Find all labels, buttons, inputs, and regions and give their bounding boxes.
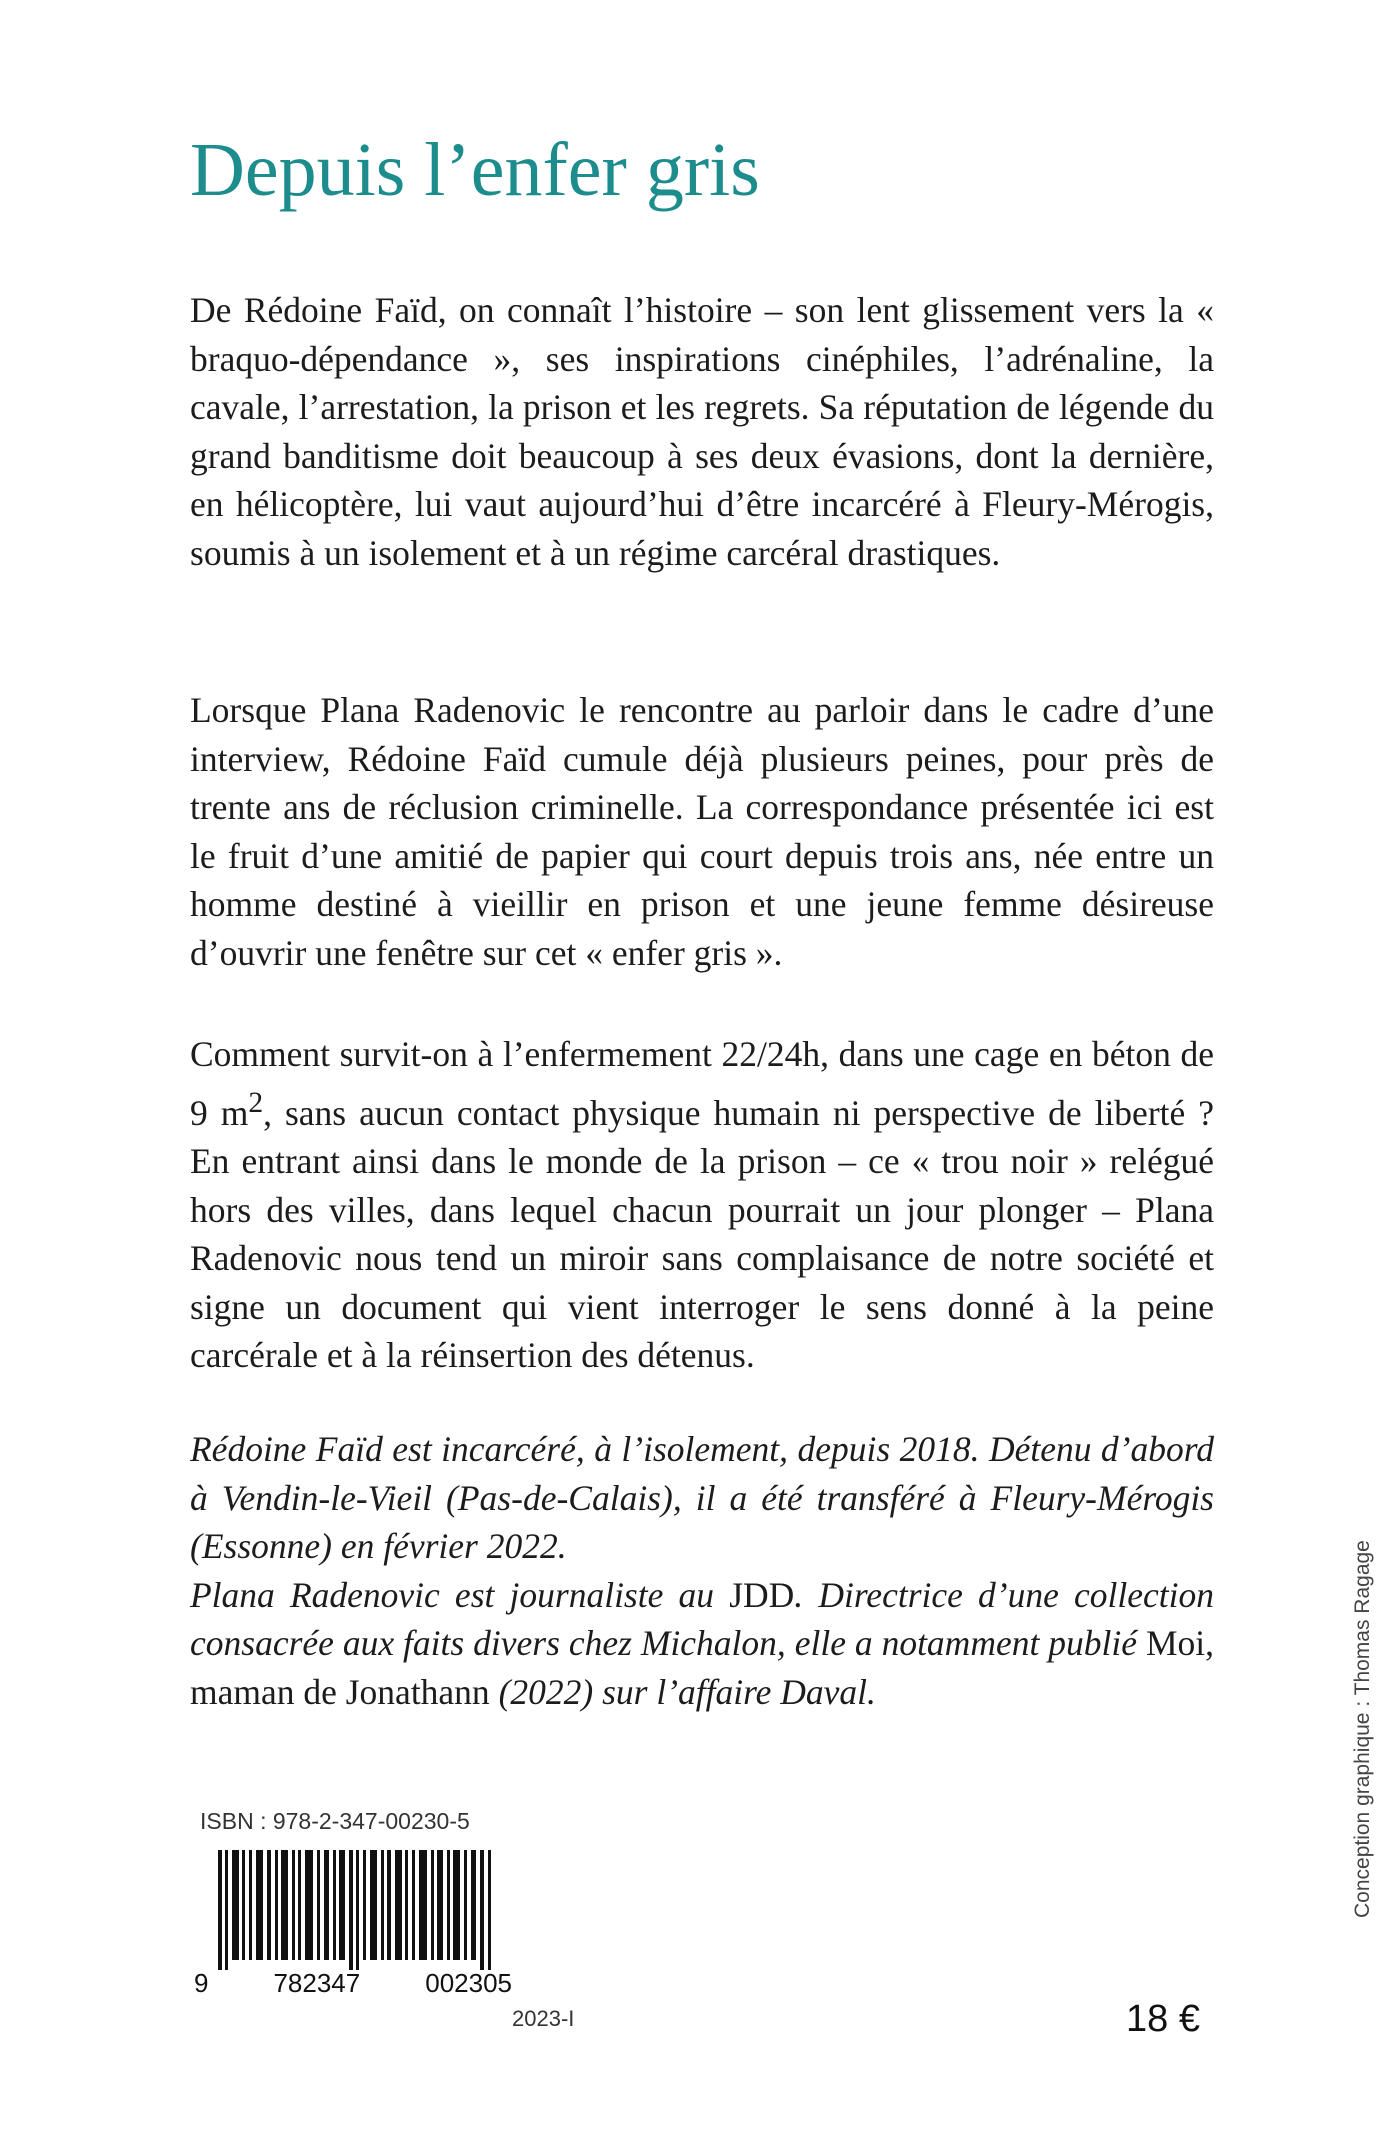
book-title: Depuis l’enfer gris [190,128,760,212]
bio-radenovic-mid: . Directrice d’une collection consacrée aux faits divers chez Michalon, elle a notamment publié [190,1574,1214,1664]
blurb-paragraph-2: Lorsque Plana Radenovic le rencontre au parloir dans le cadre d’une interview, Rédoine Faïd cumule déjà plusieurs peines, pour près de trente ans de réclusion criminelle. La correspondance présentée ici est le fruit d’une amitié de papier qui court depuis trois ans, née entre un homme destiné à vieillir en prison et une jeune femme désireuse d’ouvrir une fenêtre sur cet « enfer gris ». [190,690,1214,973]
isbn-label: ISBN : 978-2-347-00230-5 [200,1808,470,1834]
barcode-digit-group-1: 782347 [273,1968,361,1998]
author-bios [190,1425,1214,1717]
barcode-digits [194,1968,512,1999]
barcode-digit-group-2: 002305 [425,1968,512,1998]
barcode-image [218,1850,498,1970]
bio-newspaper-name: JDD [729,1574,795,1615]
bio-faid: Rédoine Faïd est incarcéré, à l’isolement, depuis 2018. Détenu d’abord à Vendin-le-Vieil (Pas-de-Calais), il a été transféré à Fleury-Mérogis (Essonne) en février 2022. [190,1429,1214,1567]
blurb-paragraph-3-start: Comment survit-on à l’enfermement 22/24h, dans une cage en béton de 9 m [190,1034,1214,1133]
blurb-paragraph-1: De Rédoine Faïd, on connaît l’histoire – son lent glissement vers la « braquo-dépendance », ses inspirations cinéphiles, l’adrénaline, la cavale, l’arrestation, la prison et les regrets. Sa réputation de légende du grand banditisme doit beaucoup à ses deux évasions, dont la dernière, en hélicoptère, lui vaut aujourd’hui d’être incarcéré à Fleury-Mérogis, soumis à un isolement et à un régime carcéral drastiques. [190,290,1214,573]
edition-code: 2023-I [512,2006,575,2031]
bio-radenovic-start: Plana Radenovic est journaliste au [190,1574,730,1615]
bio-book-title: Moi, maman de Jonathann [190,1623,1214,1712]
barcode-digit-prefix: 9 [194,1968,209,1998]
price-label: 18 € [1126,1998,1200,2040]
bio-radenovic-end: (2022) sur l’affaire Daval. [489,1671,876,1712]
square-meter-exponent: 2 [248,1086,264,1119]
design-credit: Conception graphique : Thomas Ragage [1351,1540,1374,1918]
blurb-paragraph-3 [190,1030,1214,1380]
blurb-paragraph-3-end: , sans aucun contact physique humain ni perspective de liberté ? En entrant ainsi dans le monde de la prison – ce « trou noir » relégué hors des villes, dans lequel chacun pourrait un jour plonger – Plana Radenovic nous tend un miroir sans complaisance de notre société et signe un document qui vient interroger le sens donné à la peine carcérale et à la réinsertion des détenus. [190,1092,1214,1376]
